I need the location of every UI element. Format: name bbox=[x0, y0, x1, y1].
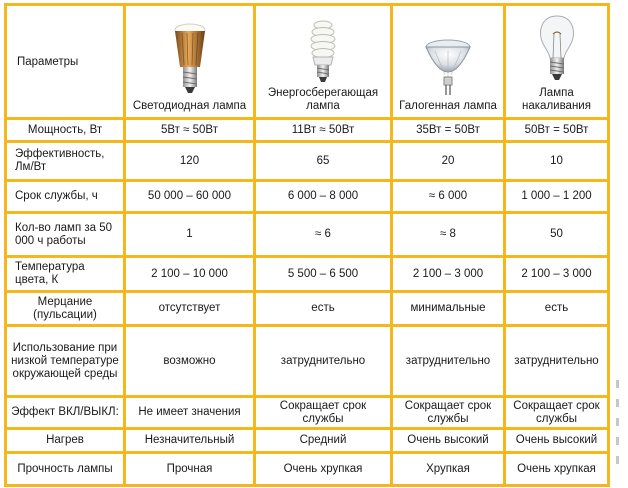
cell-cfl-lamp-count: ≈ 6 bbox=[255, 213, 392, 257]
cell-halogen-heating: Очень высокий bbox=[392, 429, 505, 453]
lamp-comparison-table bbox=[4, 3, 610, 487]
row-param-durability: Прочность лампы bbox=[6, 453, 125, 486]
row-param-efficiency: Эффективность, Лм/Вт bbox=[6, 142, 125, 181]
cell-halogen-color-temp: 2 100 – 3 000 bbox=[392, 257, 505, 292]
cell-incandescent-power: 50Вт = 50Вт bbox=[505, 119, 609, 142]
edge-mark bbox=[616, 418, 619, 426]
incandescent-bulb-icon bbox=[537, 14, 577, 84]
row-param-lifetime: Срок службы, ч bbox=[6, 181, 125, 213]
table-row bbox=[6, 326, 609, 397]
cell-led-cold-use: возможно bbox=[125, 326, 255, 397]
header-incandescent bbox=[505, 5, 609, 119]
cell-halogen-cold-use: затруднительно bbox=[392, 326, 505, 397]
cell-halogen-lamp-count: ≈ 8 bbox=[392, 213, 505, 257]
cell-led-efficiency: 120 bbox=[125, 142, 255, 181]
cell-cfl-efficiency: 65 bbox=[255, 142, 392, 181]
cell-led-lamp-count: 1 bbox=[125, 213, 255, 257]
cell-cfl-lifetime: 6 000 – 8 000 bbox=[255, 181, 392, 213]
cell-cfl-cold-use: затруднительно bbox=[255, 326, 392, 397]
cell-cfl-power: 11Вт ≈ 50Вт bbox=[255, 119, 392, 142]
cell-cfl-heating: Средний bbox=[255, 429, 392, 453]
cell-led-onoff-effect: Не имеет значения bbox=[125, 397, 255, 429]
row-param-power: Мощность, Вт bbox=[6, 119, 125, 142]
cell-halogen-flicker: минимальные bbox=[392, 292, 505, 326]
table-row bbox=[6, 257, 609, 292]
cell-incandescent-onoff-effect: Сокращает срок службы bbox=[505, 397, 609, 429]
cell-incandescent-lifetime: 1 000 – 1 200 bbox=[505, 181, 609, 213]
cell-incandescent-heating: Очень высокий bbox=[505, 429, 609, 453]
row-param-cold-use: Использование при низкой температуре окружающей среды bbox=[6, 326, 125, 397]
cell-incandescent-efficiency: 10 bbox=[505, 142, 609, 181]
edge-mark bbox=[616, 380, 619, 388]
edge-marks bbox=[611, 380, 623, 480]
cell-halogen-power: 35Вт = 50Вт bbox=[392, 119, 505, 142]
row-param-lamp-count: Кол-во ламп за 50 000 ч работы bbox=[6, 213, 125, 257]
cell-incandescent-durability: Очень хрупкая bbox=[505, 453, 609, 486]
header-halogen bbox=[392, 5, 505, 119]
cell-halogen-durability: Хрупкая bbox=[392, 453, 505, 486]
header-incandescent-label: Лампа накаливания bbox=[522, 87, 591, 112]
table-row bbox=[6, 119, 609, 142]
cell-led-flicker: отсутствует bbox=[125, 292, 255, 326]
cell-halogen-onoff-effect: Сокращает срок службы bbox=[392, 397, 505, 429]
table-row bbox=[6, 429, 609, 453]
cell-led-color-temp: 2 100 – 10 000 bbox=[125, 257, 255, 292]
cell-incandescent-color-temp: 2 100 – 3 000 bbox=[505, 257, 609, 292]
cell-led-heating: Незначительный bbox=[125, 429, 255, 453]
header-led bbox=[125, 5, 255, 119]
edge-mark bbox=[616, 437, 619, 445]
cell-incandescent-lamp-count: 50 bbox=[505, 213, 609, 257]
halogen-reflector-icon bbox=[423, 37, 473, 97]
header-cfl-label: Энергосберегающая лампа bbox=[267, 87, 379, 112]
table-row bbox=[6, 142, 609, 181]
cell-incandescent-cold-use: затруднительно bbox=[505, 326, 609, 397]
table-row bbox=[6, 181, 609, 213]
row-param-flicker: Мерцание (пульсации) bbox=[6, 292, 125, 326]
header-row bbox=[6, 5, 609, 119]
edge-mark bbox=[616, 399, 619, 407]
cfl-spiral-bulb-icon bbox=[306, 20, 340, 84]
cell-cfl-color-temp: 5 500 – 6 500 bbox=[255, 257, 392, 292]
cell-cfl-durability: Очень хрупкая bbox=[255, 453, 392, 486]
cell-cfl-onoff-effect: Сокращает срок службы bbox=[255, 397, 392, 429]
led-bulb-icon bbox=[170, 23, 210, 97]
cell-led-lifetime: 50 000 – 60 000 bbox=[125, 181, 255, 213]
header-cfl bbox=[255, 5, 392, 119]
cell-led-power: 5Вт ≈ 50Вт bbox=[125, 119, 255, 142]
cell-led-durability: Прочная bbox=[125, 453, 255, 486]
table-row bbox=[6, 292, 609, 326]
cell-cfl-flicker: есть bbox=[255, 292, 392, 326]
table-row bbox=[6, 453, 609, 486]
cell-halogen-lifetime: ≈ 6 000 bbox=[392, 181, 505, 213]
cell-incandescent-flicker: есть bbox=[505, 292, 609, 326]
header-halogen-label: Галогенная лампа bbox=[399, 100, 497, 112]
row-param-heating: Нагрев bbox=[6, 429, 125, 453]
edge-mark bbox=[616, 456, 619, 464]
table-row bbox=[6, 397, 609, 429]
header-param-label: Параметры bbox=[6, 5, 125, 119]
row-param-color-temp: Температура цвета, К bbox=[6, 257, 125, 292]
cell-halogen-efficiency: 20 bbox=[392, 142, 505, 181]
header-led-label: Светодиодная лампа bbox=[132, 100, 247, 112]
row-param-onoff-effect: Эффект ВКЛ/ВЫКЛ: bbox=[6, 397, 125, 429]
table-row bbox=[6, 213, 609, 257]
